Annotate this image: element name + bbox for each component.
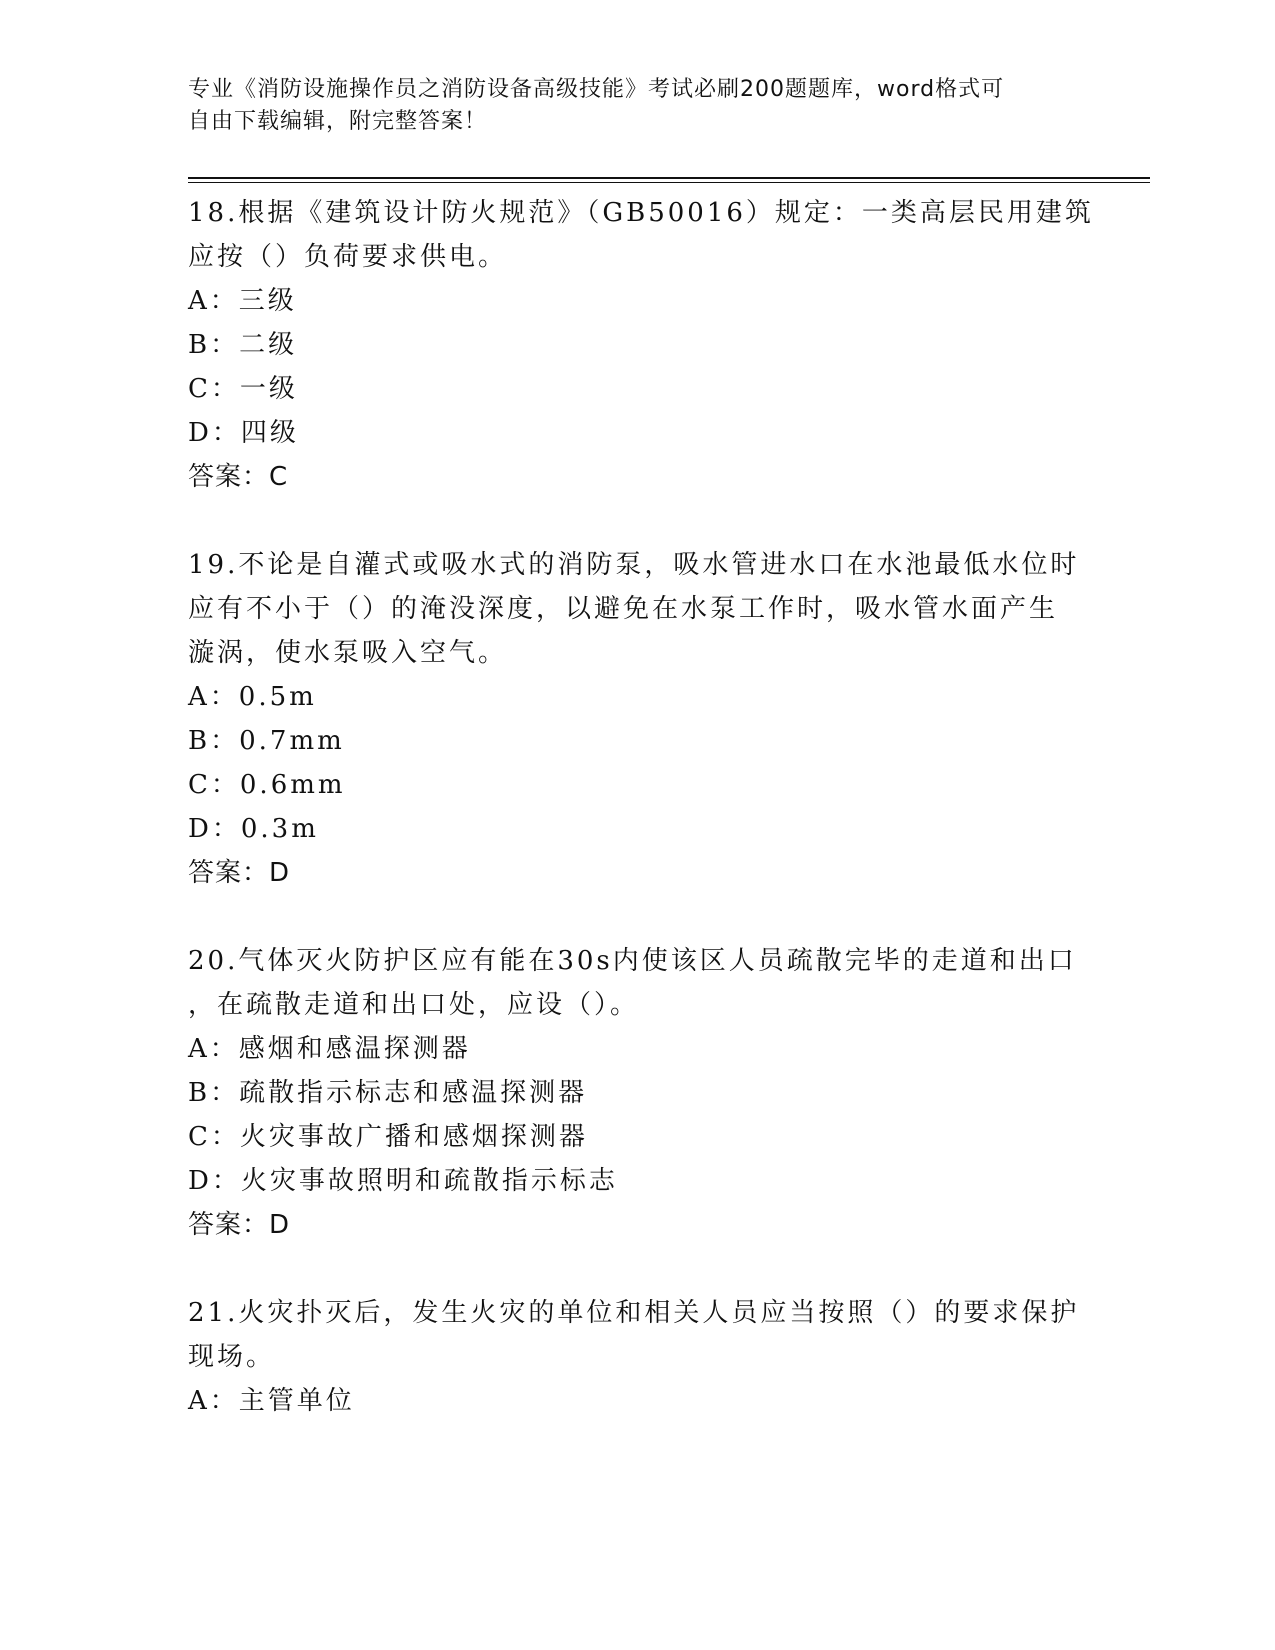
question-21-line-1: 21.火灾扑灭后，发生火灾的单位和相关人员应当按照（）的要求保护 [188,1298,1080,1328]
question-19-line-3: 漩涡，使水泵吸入空气。 [188,638,508,668]
question-19-option-d: D：0.3m [188,814,319,844]
question-21-option-a: A：主管单位 [188,1386,355,1416]
question-19-line-1: 19.不论是自灌式或吸水式的消防泵，吸水管进水口在水池最低水位时 [188,550,1080,580]
question-18-line-2: 应按（）负荷要求供电。 [188,242,508,272]
question-19-option-a: A：0.5m [188,682,317,712]
question-20-option-d: D：火灾事故照明和疏散指示标志 [188,1166,618,1196]
question-18-answer: 答案：C [188,462,289,492]
question-18-option-d: D：四级 [188,418,299,448]
question-20-option-a: A：感烟和感温探测器 [188,1034,471,1064]
document-header [188,74,1088,138]
question-19-option-c: C：0.6mm [188,770,346,800]
question-20-option-c: C：火灾事故广播和感烟探测器 [188,1122,588,1152]
question-20-option-b: B：疏散指示标志和感温探测器 [188,1078,588,1108]
header-line-1: 专业《消防设施操作员之消防设备高级技能》考试必刷200题题库，word格式可 [188,77,1005,102]
question-19-answer: 答案：D [188,858,291,888]
question-18-line-1: 18.根据《建筑设计防火规范》（GB50016）规定：一类高层民用建筑 [188,198,1094,228]
header-divider-thick [188,177,1150,179]
question-20-line-1: 20.气体灭火防护区应有能在30s内使该区人员疏散完毕的走道和出口 [188,946,1077,976]
question-18-option-a: A：三级 [188,286,297,316]
header-divider-thin [188,182,1150,183]
header-line-2: 自由下载编辑，附完整答案！ [188,109,488,134]
question-18-option-c: C：一级 [188,374,298,404]
question-19-line-2: 应有不小于（）的淹没深度，以避免在水泵工作时，吸水管水面产生 [188,594,1059,624]
question-18-option-b: B：二级 [188,330,298,360]
question-21-line-2: 现场。 [188,1342,276,1372]
question-19-option-b: B：0.7mm [188,726,345,756]
question-20-answer: 答案：D [188,1210,291,1240]
question-20-line-2: ，在疏散走道和出口处，应设（）。 [188,990,640,1020]
